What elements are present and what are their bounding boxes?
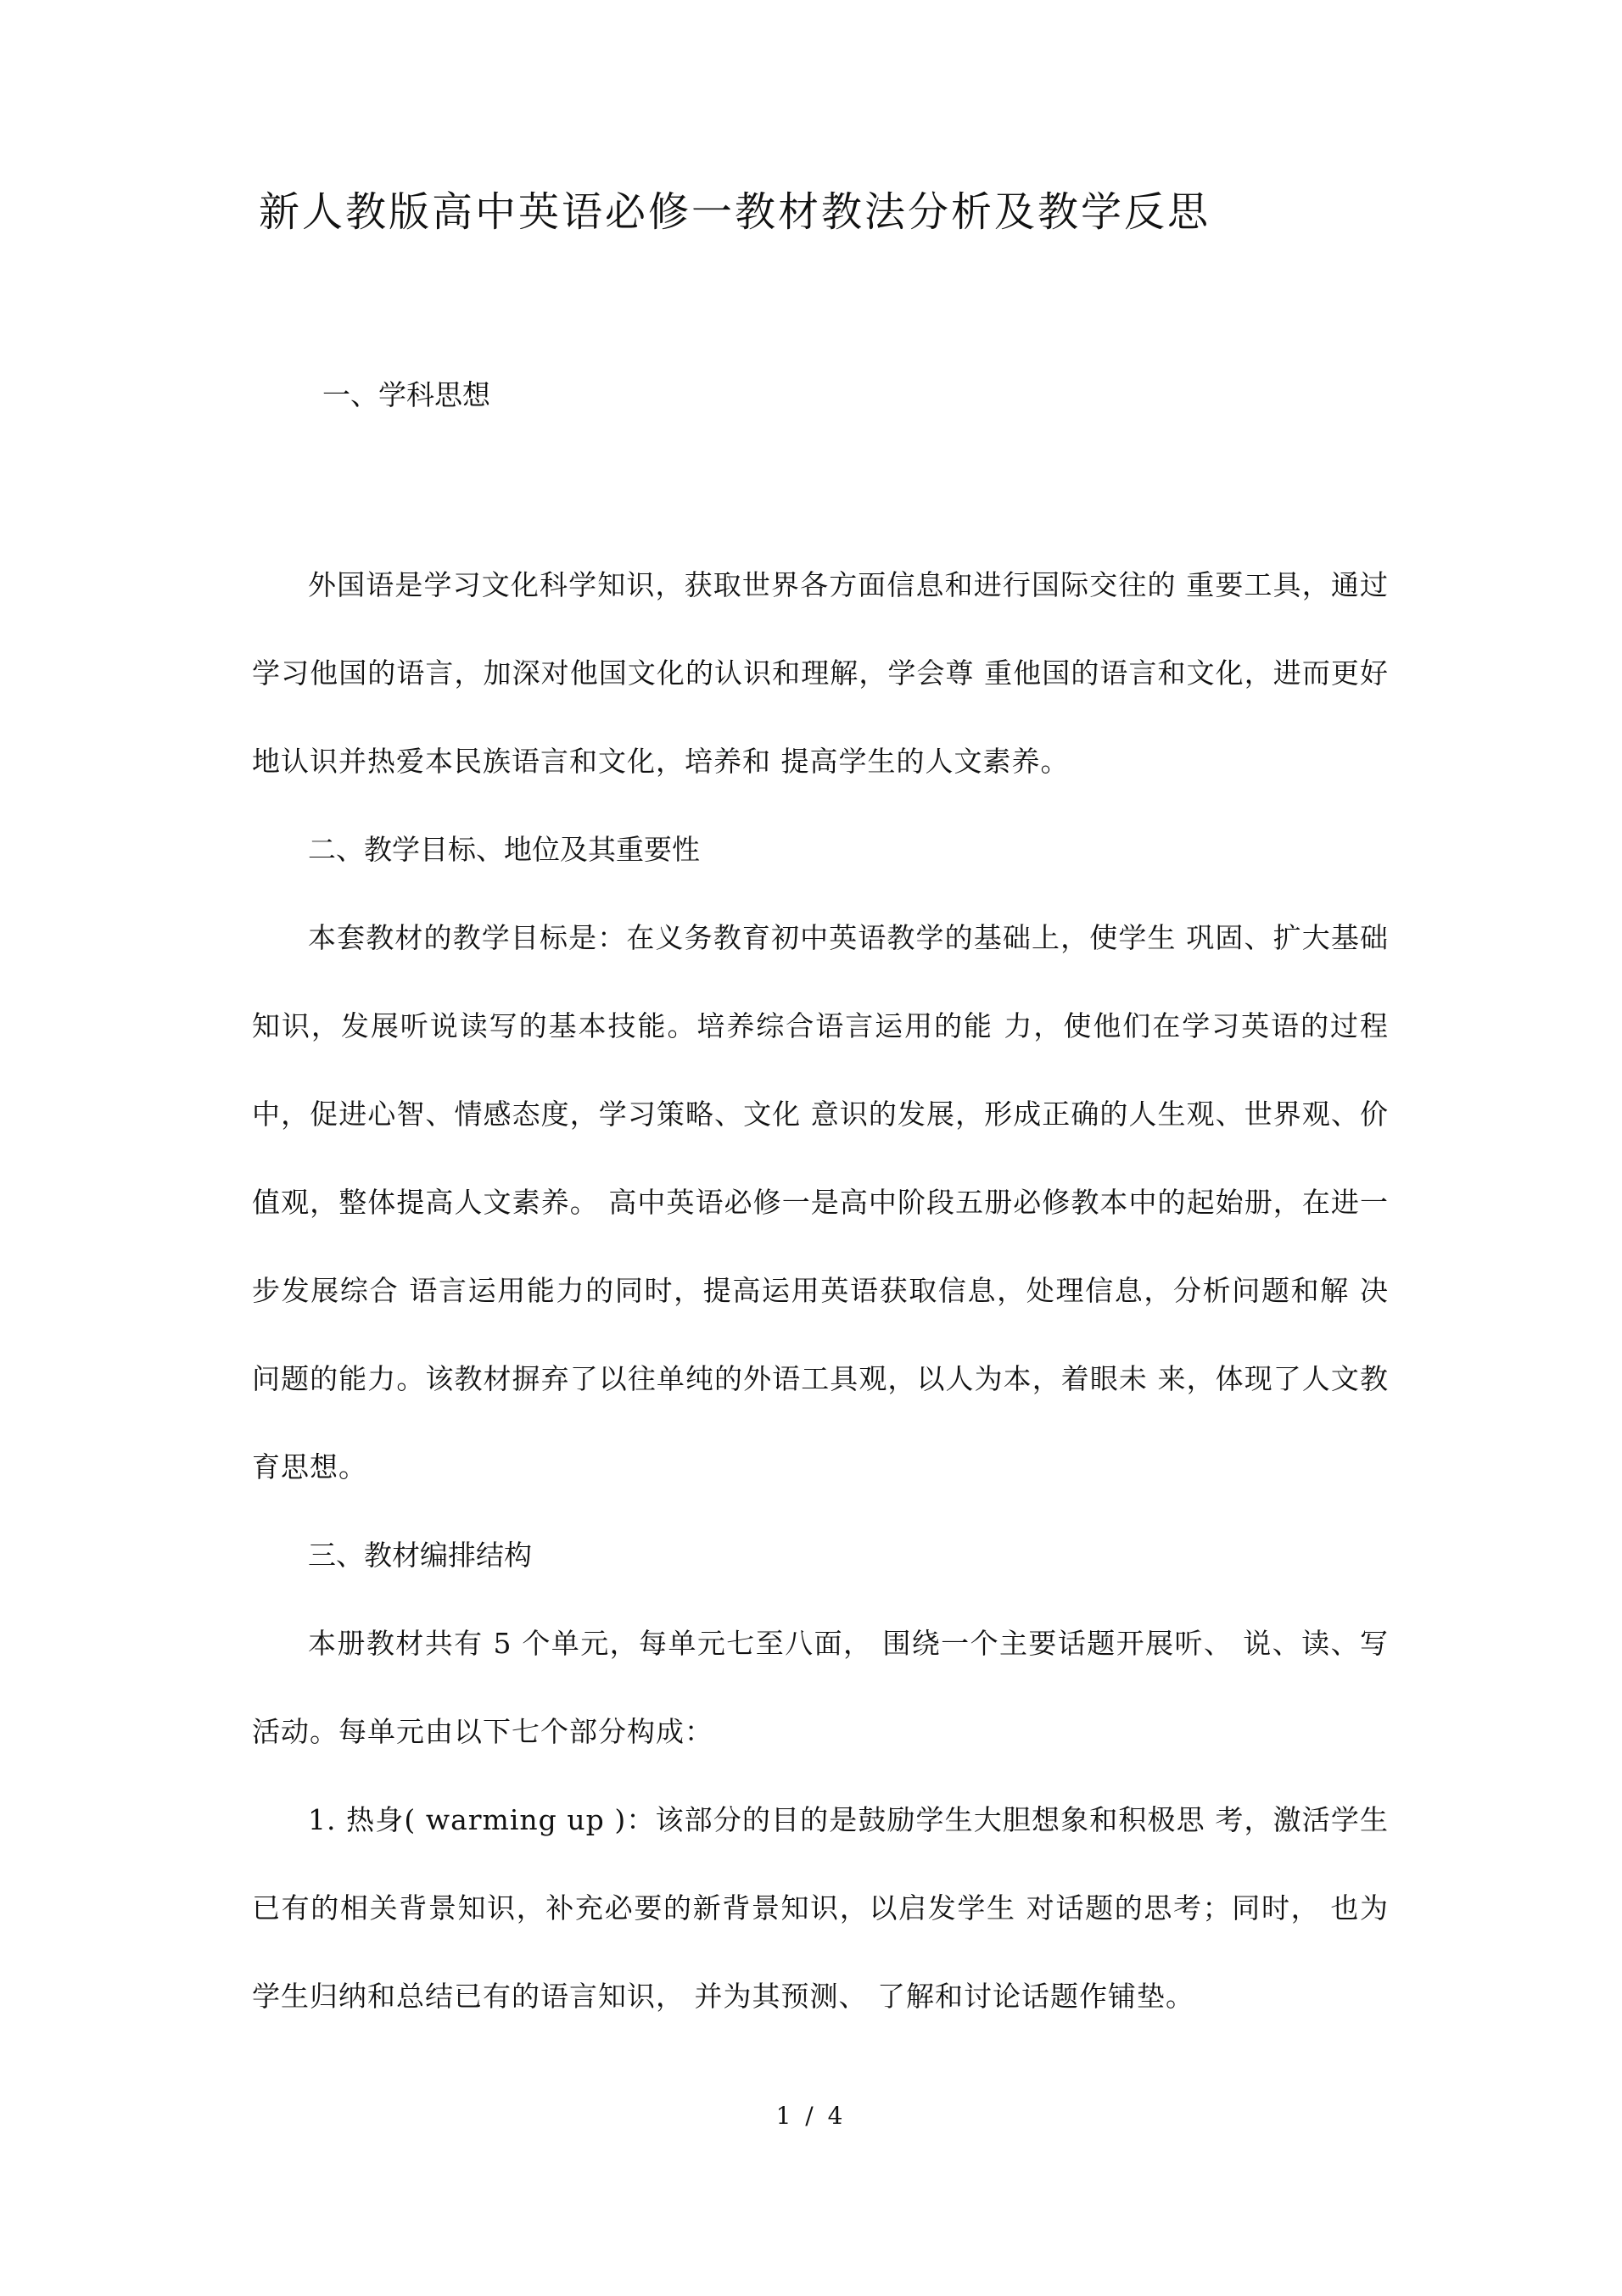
document-body: [252, 541, 1389, 2041]
paragraph: 外国语是学习文化科学知识，获取世界各方面信息和进行国际交往的 重要工具，通过学习他国的语言，加深对他国文化的认识和理解，学会尊 重他国的语言和文化，进而更好地认识并热爱本民族语言和文化，培养和 提高学生的人文素养。: [252, 568, 1389, 778]
section-heading-3: 三、教材编排结构: [308, 1539, 532, 1572]
paragraph: 1. 热身( warming up )：该部分的目的是鼓励学生大胆想象和积极思 考，激活学生已有的相关背景知识，补充必要的新背景知识，以启发学生 对话题的思考；同时， 也为学生归纳和总结已有的语言知识， 并为其预测、 了解和讨论话题作铺垫。: [252, 1803, 1389, 2013]
paragraph: 本册教材共有 5 个单元，每单元七至八面， 围绕一个主要话题开展听、 说、读、写活动。每单元由以下七个部分构成：: [252, 1627, 1389, 1748]
section-heading-2: 二、教学目标、地位及其重要性: [308, 833, 700, 866]
section-heading-1: 一、学科思想: [322, 378, 490, 411]
document-title: 新人教版高中英语必修一教材教法分析及教学反思: [259, 188, 1211, 236]
page-number: 1 / 4: [775, 2102, 847, 2130]
paragraph: 本套教材的教学目标是：在义务教育初中英语教学的基础上，使学生 巩固、扩大基础知识，发展听说读写的基本技能。培养综合语言运用的能 力，使他们在学习英语的过程中，促进心智、情感态度，学习策略、文化 意识的发展，形成正确的人生观、世界观、价值观，整体提高人文素养。 高中英语必修一是高中阶段五册必修教本中的起始册，在进一步发展综合 语言运用能力的同时，提高运用英语获取信息，处理信息，分析问题和解 决问题的能力。该教材摒弃了以往单纯的外语工具观，以人为本，着眼未 来，体现了人文教育思想。: [252, 921, 1389, 1483]
